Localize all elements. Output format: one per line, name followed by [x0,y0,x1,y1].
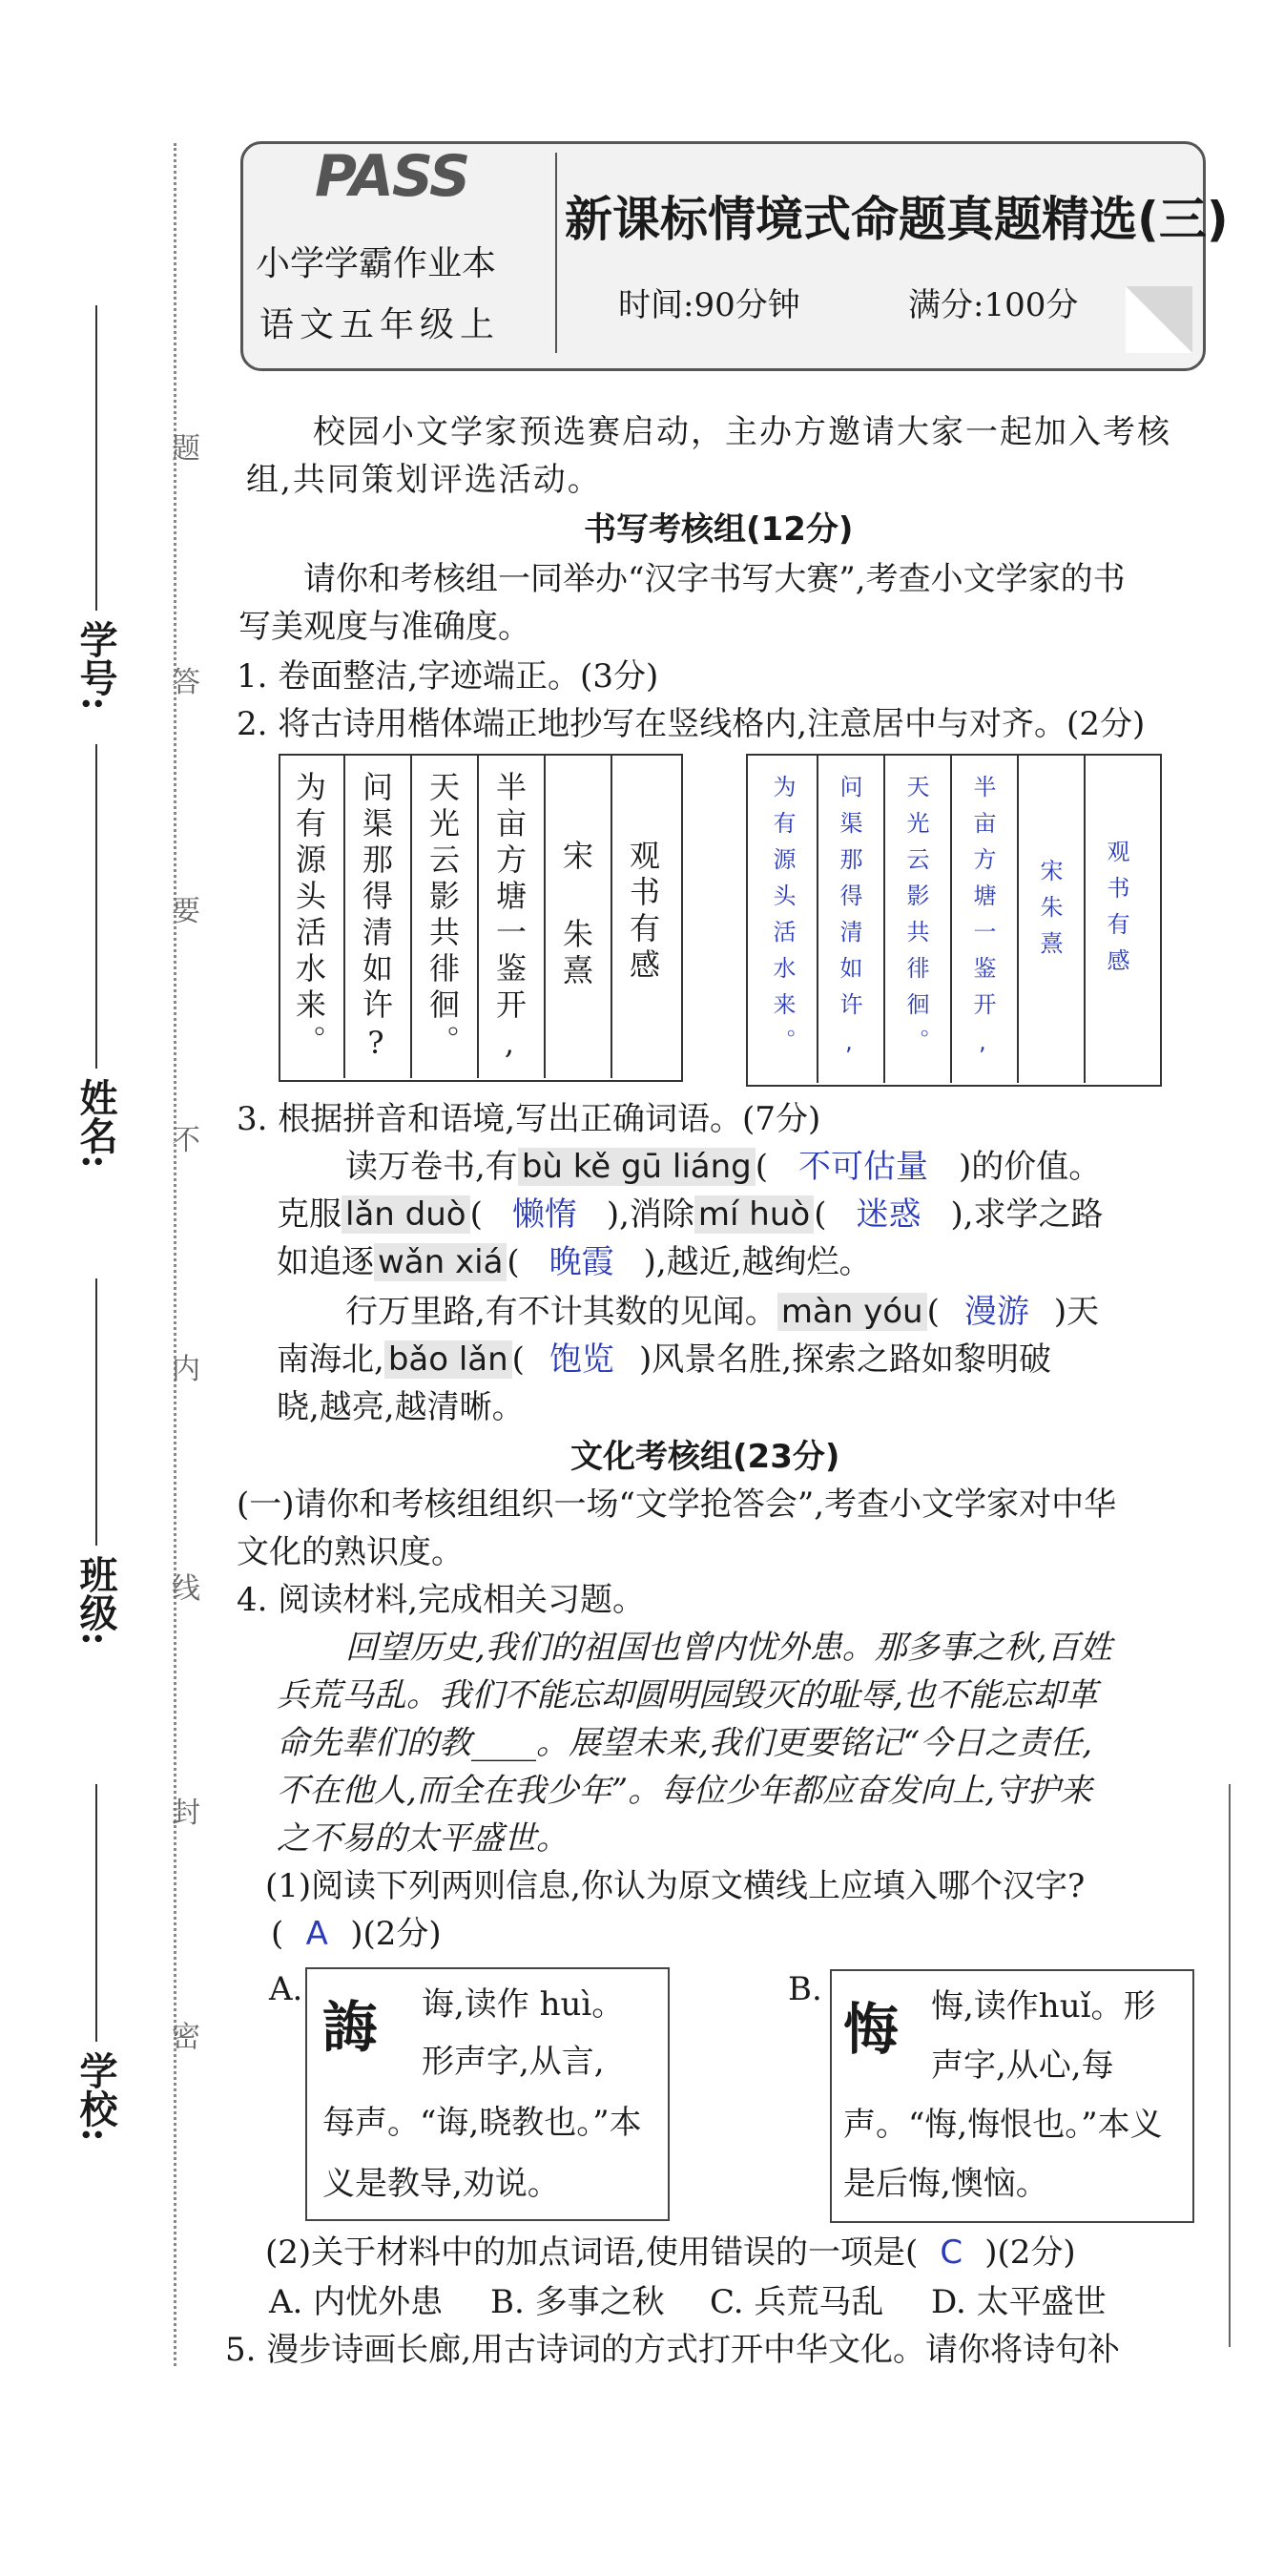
seal-char: 答 [172,666,200,699]
gutter-name-line [95,744,97,1069]
section1-title: 书写考核组(12分) [584,510,854,549]
q3-text: 南海北, [277,1340,384,1379]
copy-grid-line [817,754,818,1083]
copy-column: 问渠那得清如许, [836,775,862,1069]
choice: D. 太平盛世 [931,2283,1107,2321]
q3-text: 读万卷书,有 [345,1148,518,1186]
seal-char: 题 [172,432,200,466]
sub-question-1: (1)阅读下列两则信息,你认为原文横线上应填入哪个汉字? [265,1867,1086,1905]
exam-score: 满分:100分 [908,286,1079,324]
q3-line-2: 克服 lǎn duò ( 懒惰 ),消除 mí huò ( 迷惑 ),求学之路 [277,1191,1104,1239]
section2-desc: (一)请你和考核组组织一场“文学抢答会”,考查小文学家对中华 [237,1485,1117,1524]
header-fold-corner [1126,286,1192,353]
q3-line-6: 晓,越亮,越清晰。 [277,1388,525,1426]
grade-label: 语文五年级上 [259,305,501,344]
answer[interactable]: 不可估量 [798,1148,929,1186]
section2-title: 文化考核组(23分) [570,1438,840,1476]
question-2: 2. 将古诗用楷体端正地抄写在竖线格内,注意居中与对齐。(2分) [237,705,1146,743]
option-a-label: A. [269,1970,303,2008]
answer[interactable]: 迷惑 [856,1195,921,1234]
option-b-text: 声字,从心,每 [931,2046,1114,2085]
material-line: 命先辈们的教____。展望未来,我们更要铭记“今日之责任, [277,1724,1092,1762]
copy-column: 为有源头活水来。 [769,775,796,1065]
option-a-text: 义是教导,劝说。 [322,2165,560,2203]
answer[interactable]: 饱览 [549,1340,614,1379]
pinyin: lǎn duò [342,1195,470,1234]
series-title: 小学学霸作业本 [256,244,497,283]
poem-grid-line [611,754,612,1078]
pinyin: mí huò [694,1195,814,1234]
poem-grid-line [343,754,345,1078]
copy-column: 宋朱熹 [1036,859,1063,967]
sub-question-2 [265,2229,1076,2277]
q3-line-4: 行万里路,有不计其数的见闻。 màn yóu ( 漫游 )天 [345,1288,1099,1337]
q3-text: ),消除 [606,1195,694,1234]
copy-grid-line [1017,754,1019,1083]
section1-desc: 写美观度与准确度。 [238,608,530,646]
poem-source-grid [279,754,683,1082]
pinyin: bǎo lǎn [384,1340,512,1379]
intro-line: 校园小文学家预选赛启动，主办方邀请大家一起加入考核 [313,413,1171,451]
option-b-text: 是后悔,懊恼。 [843,2165,1048,2203]
copy-grid-line [950,754,952,1083]
q3-text: 如追逐 [277,1243,374,1281]
seal-char: 线 [172,1572,200,1606]
q3-text: ),求学之路 [950,1195,1104,1234]
exam-time: 时间:90分钟 [618,286,800,324]
option-a-text: 形声字,从言, [422,2043,605,2081]
choice: A. 内忧外患 [269,2283,444,2321]
intro-line: 组,共同策划评选活动。 [246,461,602,499]
copy-grid-line [883,754,885,1083]
q3-text: )天 [1053,1293,1100,1331]
poem-grid-line [544,754,546,1078]
gutter-class-line [95,1278,97,1546]
q3-text: )的价值。 [959,1148,1102,1186]
poem-column: 半亩方塘一鉴开, [491,771,528,1067]
gutter-school-label: 学校: [73,2051,118,2142]
choice: B. 多事之秋 [490,2283,665,2321]
option-a-text: 每声。“诲,晓教也。”本 [322,2104,642,2142]
q3-text: 行万里路,有不计其数的见闻。 [345,1293,777,1331]
q3-line-3: 如追逐 wǎn xiá ( 晚霞 ),越近,越绚烂。 [277,1238,872,1287]
answer[interactable]: 晚霞 [549,1243,614,1281]
answer[interactable]: 漫游 [963,1293,1029,1331]
q3-line-1: 读万卷书,有 bù kě gū liáng ( 不可估量 )的价值。 [345,1143,1101,1192]
option-b-label: B. [788,1970,822,2008]
poem-copy-grid[interactable] [746,754,1162,1087]
option-b-text: 悔,读作huǐ。形 [931,1987,1156,2025]
seal-script-hui3-icon: 悔 [843,1997,900,2062]
q3-text: 克服 [277,1195,342,1234]
material-line: 不在他人,而全在我少年”。每位少年都应奋发向上,守护来 [277,1772,1092,1810]
section1-desc: 请你和考核组一同举办“汉字书写大赛”,考查小文学家的书 [303,560,1126,598]
page-edge-line [1229,1784,1231,2347]
seal-char: 内 [172,1353,200,1386]
header-divider [555,153,557,353]
pinyin: wǎn xiá [374,1243,507,1281]
q3-text: ),越近,越绚烂。 [643,1243,872,1281]
question-5: 5. 漫步诗画长廊,用古诗词的方式打开中华文化。请你将诗句补 [225,2331,1121,2369]
poem-grid-line [410,754,412,1078]
seal-char: 不 [172,1124,200,1157]
material-line: 之不易的太平盛世。 [277,1819,569,1858]
sub2-text: (2)关于材料中的加点词语,使用错误的一项是( [265,2233,919,2272]
answer[interactable]: A [305,1915,328,1953]
gutter-school-line [95,1784,97,2042]
sub1-tail: )(2分) [350,1915,442,1953]
gutter-number-label: 学号: [73,620,118,711]
gutter-number-line [95,305,97,611]
q3-text: )风景名胜,探索之路如黎明破 [638,1340,1052,1379]
copy-column: 观书有感 [1103,840,1129,985]
option-a-text: 诲,读作 huì。 [422,1985,625,2024]
poem-column: 宋 朱熹 [558,840,594,990]
seal-char: 密 [172,2021,200,2054]
copy-grid-line [1084,754,1086,1083]
seal-char: 封 [172,1797,200,1830]
gutter-name-label: 姓名: [73,1078,118,1169]
seal-char: 要 [172,895,200,928]
question-3: 3. 根据拼音和语境,写出正确词语。(7分) [237,1100,821,1138]
answer[interactable]: C [940,2233,963,2272]
poem-column: 观书有感 [625,840,661,985]
question-4: 4. 阅读材料,完成相关习题。 [237,1581,646,1619]
copy-column: 半亩方塘一鉴开, [969,775,996,1069]
section2-desc: 文化的熟识度。 [237,1533,464,1571]
seal-script-hui-icon: 誨 [322,1995,379,2060]
sub-question-1-answer-line: ( A )(2分) [271,1910,442,1959]
poem-column: 天光云影共徘徊。 [424,771,461,1061]
poem-grid-line [477,754,479,1078]
option-b-text: 声。“悔,悔恨也。”本义 [843,2106,1163,2144]
poem-column: 为有源头活水来。 [291,771,327,1061]
sub2-tail: )(2分) [984,2233,1076,2272]
question-1: 1. 卷面整洁,字迹端正。(3分) [237,657,659,696]
pinyin: màn yóu [777,1293,927,1331]
copy-column: 天光云影共徘徊。 [902,775,929,1065]
material-line: 回望历史,我们的祖国也曾内忧外患。那多事之秋,百姓 [345,1629,1112,1667]
choice: C. 兵荒马乱 [710,2283,884,2321]
pass-logo: PASS [315,143,469,210]
poem-column: 问渠那得清如许? [358,771,394,1067]
gutter-class-label: 班级: [73,1555,118,1646]
answer[interactable]: 懒惰 [511,1195,577,1234]
q3-line-5: 南海北, bǎo lǎn ( 饱览 )风景名胜,探索之路如黎明破 [277,1336,1051,1384]
page-title: 新课标情境式命题真题精选(三) [565,192,1229,247]
material-line: 兵荒马乱。我们不能忘却圆明园毁灭的耻辱,也不能忘却革 [277,1676,1098,1714]
pinyin: bù kě gū liáng [518,1148,756,1186]
